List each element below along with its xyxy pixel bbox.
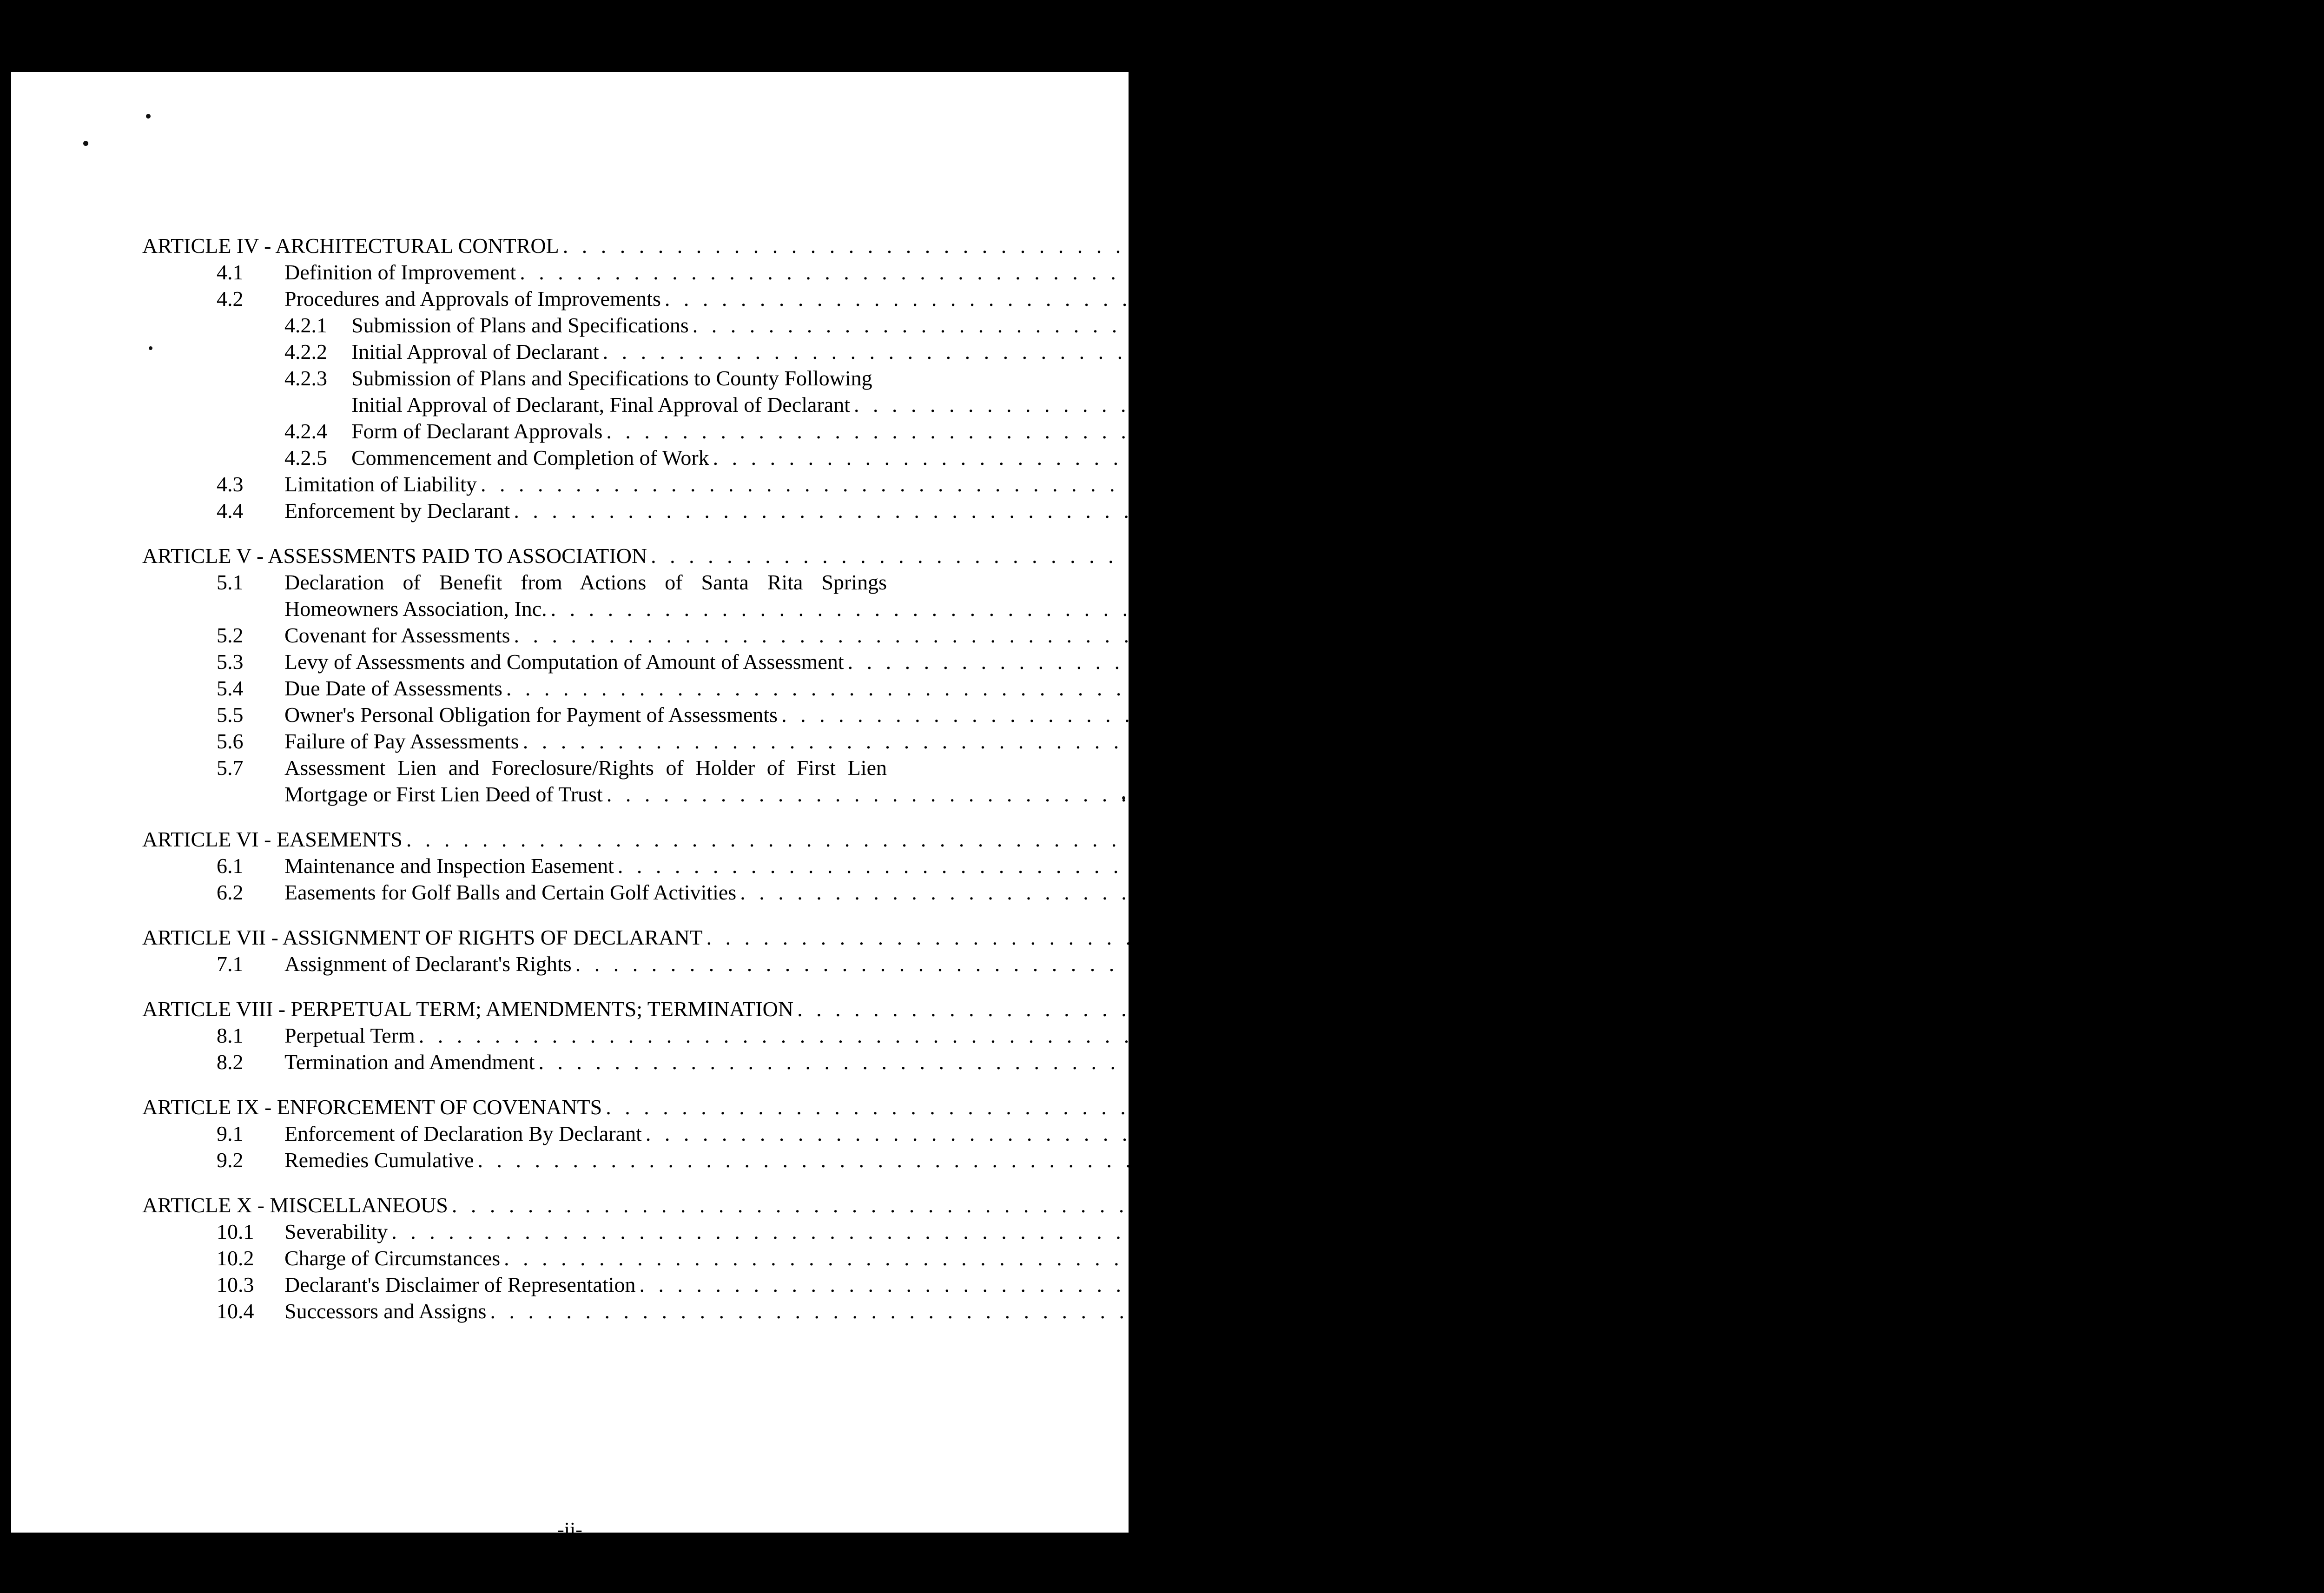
section-title: Covenant for Assessments xyxy=(284,624,510,647)
section-number: 4.2.3 xyxy=(284,367,327,390)
section-title: Maintenance and Inspection Easement xyxy=(284,854,614,878)
section-title: Declaration of Benefit from Actions of Santa Rita Springs xyxy=(284,571,887,594)
section-number: 10.1 xyxy=(217,1220,254,1243)
dot-leader xyxy=(538,1051,2324,1074)
section-title: Assignment of Declarant's Rights xyxy=(284,952,572,976)
section-number: 5.3 xyxy=(217,650,244,674)
toc-entry-continuation xyxy=(142,390,1023,416)
dot-leader xyxy=(523,730,2324,753)
toc-entry xyxy=(142,568,1023,594)
dot-leader xyxy=(490,1300,2324,1323)
section-title: Enforcement by Declarant xyxy=(284,499,510,522)
section-number: 4.2.5 xyxy=(284,446,327,469)
toc-entry xyxy=(142,1296,1023,1323)
section-title: Severability xyxy=(284,1220,388,1243)
section-number: 5.6 xyxy=(217,730,244,753)
section-number: 9.1 xyxy=(217,1122,244,1145)
section-number: 6.2 xyxy=(217,881,244,904)
article-title: ARTICLE VII - ASSIGNMENT OF RIGHTS OF DECLARANT xyxy=(142,926,703,949)
toc-entry xyxy=(142,753,1023,780)
scan-speck xyxy=(146,114,151,119)
dot-leader xyxy=(797,998,2324,1021)
toc-article-heading xyxy=(142,541,1023,568)
section-title: Due Date of Assessments xyxy=(284,677,502,700)
section-title: Easements for Golf Balls and Certain Golf Activities xyxy=(284,881,736,904)
section-number: 4.4 xyxy=(217,499,244,522)
toc-entry xyxy=(142,647,1023,674)
section-title: Remedies Cumulative xyxy=(284,1149,474,1172)
toc-entry xyxy=(142,311,1023,337)
dot-leader xyxy=(563,234,2324,258)
section-number: 4.1 xyxy=(217,261,244,284)
dot-leader xyxy=(618,854,2324,878)
toc-article-heading xyxy=(142,825,1023,851)
dot-leader xyxy=(781,703,2324,727)
section-number: 7.1 xyxy=(217,952,244,976)
section-title: Owner's Personal Obligation for Payment of Assessments xyxy=(284,703,778,727)
section-title: Failure of Pay Assessments xyxy=(284,730,519,753)
section-title: Submission of Plans and Specifications xyxy=(351,314,689,337)
dot-leader xyxy=(606,420,2324,443)
table-of-contents xyxy=(142,231,1023,1323)
stamp-page-number: 969 xyxy=(401,1557,462,1593)
toc-entry xyxy=(142,1217,1023,1243)
dot-leader xyxy=(848,650,2324,674)
section-number: 10.3 xyxy=(217,1273,254,1296)
section-title: Initial Approval of Declarant, Final Approval of Declarant xyxy=(351,393,850,416)
section-number: 5.4 xyxy=(217,677,244,700)
dot-leader xyxy=(706,926,2324,949)
toc-article-heading xyxy=(142,1092,1023,1119)
dot-leader xyxy=(520,261,2324,284)
section-number: 5.2 xyxy=(217,624,244,647)
dot-leader xyxy=(603,340,2324,364)
toc-entry xyxy=(142,851,1023,878)
dot-leader xyxy=(606,1096,2324,1119)
article-title: ARTICLE IV - ARCHITECTURAL CONTROL xyxy=(142,234,559,258)
section-title: Successors and Assigns xyxy=(284,1300,486,1323)
section-title: Termination and Amendment xyxy=(284,1051,535,1074)
dot-leader xyxy=(504,1247,2324,1270)
section-title: Procedures and Approvals of Improvements xyxy=(284,287,661,311)
section-title: Enforcement of Declaration By Declarant xyxy=(284,1122,642,1145)
dot-leader xyxy=(419,1024,2324,1047)
dot-leader xyxy=(651,544,2324,568)
section-number: 4.2.4 xyxy=(284,420,327,443)
section-title: Levy of Assessments and Computation of Amount of Assessment xyxy=(284,650,844,674)
toc-entry xyxy=(142,700,1023,727)
toc-entry xyxy=(142,1270,1023,1296)
toc-entry xyxy=(142,469,1023,496)
toc-entry xyxy=(142,949,1023,976)
toc-entry xyxy=(142,1243,1023,1270)
section-title: Perpetual Term xyxy=(284,1024,415,1047)
section-title: Mortgage or First Lien Deed of Trust xyxy=(284,783,603,806)
section-number: 6.1 xyxy=(217,854,244,878)
section-number: 5.5 xyxy=(217,703,244,727)
section-title: Definition of Improvement xyxy=(284,261,516,284)
toc-entry xyxy=(142,258,1023,284)
toc-entry xyxy=(142,1145,1023,1172)
dot-leader xyxy=(646,1122,2324,1145)
section-title: Assessment Lien and Foreclosure/Rights of Holder of First Lien xyxy=(284,756,887,780)
toc-article-heading xyxy=(142,231,1023,258)
toc-entry xyxy=(142,727,1023,753)
section-title: Submission of Plans and Specifications to County Following xyxy=(351,367,872,390)
section-title: Declarant's Disclaimer of Representation xyxy=(284,1273,636,1296)
dot-leader xyxy=(854,393,2324,416)
section-number: 5.1 xyxy=(217,571,244,594)
dot-leader xyxy=(478,1149,2324,1172)
article-title: ARTICLE VIII - PERPETUAL TERM; AMENDMENTS; TERMINATION xyxy=(142,998,793,1021)
stamp-book-number: 10943 xyxy=(257,1557,359,1593)
dot-leader xyxy=(640,1273,2324,1296)
toc-entry-continuation xyxy=(142,780,1023,806)
toc-entry xyxy=(142,496,1023,522)
dot-leader xyxy=(575,952,2324,976)
toc-entry-continuation xyxy=(142,594,1023,621)
toc-entry xyxy=(142,443,1023,469)
section-number: 8.2 xyxy=(217,1051,244,1074)
dot-leader xyxy=(607,783,2324,806)
article-title: ARTICLE VI - EASEMENTS xyxy=(142,828,403,851)
dot-leader xyxy=(506,677,2324,700)
dot-leader xyxy=(665,287,2324,311)
dot-leader xyxy=(740,881,2324,904)
article-title: ARTICLE IX - ENFORCEMENT OF COVENANTS xyxy=(142,1096,602,1119)
section-number: 10.4 xyxy=(217,1300,254,1323)
recording-stamp xyxy=(257,1557,504,1593)
dot-leader xyxy=(693,314,2324,337)
toc-article-heading xyxy=(142,1190,1023,1217)
dot-leader xyxy=(713,446,2324,469)
dot-leader xyxy=(514,624,2324,647)
section-title: Commencement and Completion of Work xyxy=(351,446,709,469)
section-number: 4.2.1 xyxy=(284,314,327,337)
section-title: Form of Declarant Approvals xyxy=(351,420,602,443)
article-title: ARTICLE X - MISCELLANEOUS xyxy=(142,1194,448,1217)
section-number: 8.1 xyxy=(217,1024,244,1047)
document-page xyxy=(11,72,1129,1533)
section-number: 9.2 xyxy=(217,1149,244,1172)
section-number: 4.3 xyxy=(217,473,244,496)
toc-entry xyxy=(142,416,1023,443)
section-number: 5.7 xyxy=(217,756,244,780)
toc-entry xyxy=(142,1021,1023,1047)
toc-article-heading xyxy=(142,923,1023,949)
section-title: Limitation of Liability xyxy=(284,473,477,496)
section-title: Charge of Circumstances xyxy=(284,1247,500,1270)
dot-leader xyxy=(406,828,2324,851)
toc-entry xyxy=(142,878,1023,904)
dot-leader xyxy=(391,1220,2324,1243)
dot-leader xyxy=(481,473,2324,496)
dot-leader xyxy=(551,597,2324,621)
scan-speck xyxy=(83,141,88,146)
toc-article-heading xyxy=(142,994,1023,1021)
dot-leader xyxy=(514,499,2324,522)
toc-entry xyxy=(142,337,1023,364)
section-number: 4.2.2 xyxy=(284,340,327,364)
section-number: 10.2 xyxy=(217,1247,254,1270)
section-title: Homeowners Association, Inc. xyxy=(284,597,547,621)
toc-entry xyxy=(142,364,1023,390)
toc-entry xyxy=(142,1047,1023,1074)
page-number-footer: -ii- xyxy=(11,1518,1129,1541)
article-title: ARTICLE V - ASSESSMENTS PAID TO ASSOCIATION xyxy=(142,544,647,568)
dot-leader xyxy=(452,1194,2324,1217)
toc-entry xyxy=(142,621,1023,647)
section-title: Initial Approval of Declarant xyxy=(351,340,599,364)
toc-entry xyxy=(142,1119,1023,1145)
toc-entry xyxy=(142,674,1023,700)
section-number: 4.2 xyxy=(217,287,244,311)
toc-entry xyxy=(142,284,1023,311)
